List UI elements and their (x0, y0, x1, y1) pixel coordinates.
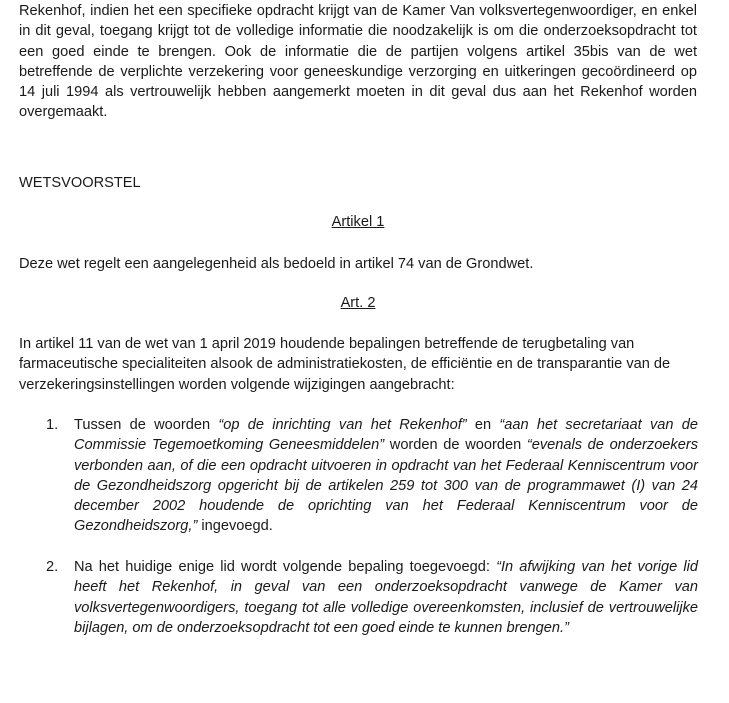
list-item-2 (46, 557, 706, 638)
list-number: 2. (46, 559, 59, 575)
list-number: 1. (46, 417, 59, 433)
list-item-1 (46, 415, 706, 537)
list-item-text: Na het huidige enige lid wordt volgende bepaling toegevoegd: “In afwijking van het vorige lid heeft het Rekenhof, in geval van een onderzoeksopdracht vanwege de Kamer van volksvertegenwoordigers, toegang tot alle volledige overeenkomsten, inclusief de vertrouwelijke bijlagen, om de onderzoeksopdracht tot een goed einde te kunnen brengen.” (74, 559, 698, 636)
article-2-title (19, 293, 697, 313)
bill-heading: WETSVOORSTEL (19, 175, 141, 191)
article-1-title (19, 212, 697, 232)
article-1-title-text: Artikel 1 (331, 214, 385, 230)
intro-paragraph: Rekenhof, indien het een specifieke opdracht krijgt van de Kamer Van volksvertegenwoordiger, en enkel in dit geval, toegang krijgt tot de volledige informatie die noodzakelijk is om die onderzoeksopdracht tot een goed einde te brengen. Ook de informatie die de partijen volgens artikel 35bis van de wet betreffende de verplichte verzekering voor geneeskundige verzorging en uitkeringen gecoördineerd op 14 juli 1994 als vertrouwelijk hebben aangemerkt moeten in dit geval dus aan het Rekenhof worden overgemaakt. (19, 3, 697, 121)
article-2-title-text: Art. 2 (340, 295, 376, 311)
article-2-text: In artikel 11 van de wet van 1 april 2019 houdende bepalingen betreffende de terugbetaling van farmaceutische specialiteiten alsook de administratiekosten, de efficiëntie en de transparantie van de verzekeringsinstellingen worden volgende wijzigingen aangebracht: (19, 336, 671, 393)
list-item-text: Tussen de woorden “op de inrichting van het Rekenhof” en “aan het secretariaat van de Commissie Tegemoetkoming Geneesmiddelen” worden de woorden “evenals de onderzoekers verbonden aan, of die een opdracht uitvoeren in opdracht van het Federaal Kenniscentrum voor de Gezondheidszorg opgericht bij de artikelen 259 tot 300 van de programmawet (I) van 24 december 2002 houdende de oprichting van het Federaal Kenniscentrum voor de Gezondheidszorg,” ingevoegd. (74, 417, 698, 535)
article-1-text: Deze wet regelt een aangelegenheid als bedoeld in artikel 74 van de Grondwet. (19, 256, 534, 272)
